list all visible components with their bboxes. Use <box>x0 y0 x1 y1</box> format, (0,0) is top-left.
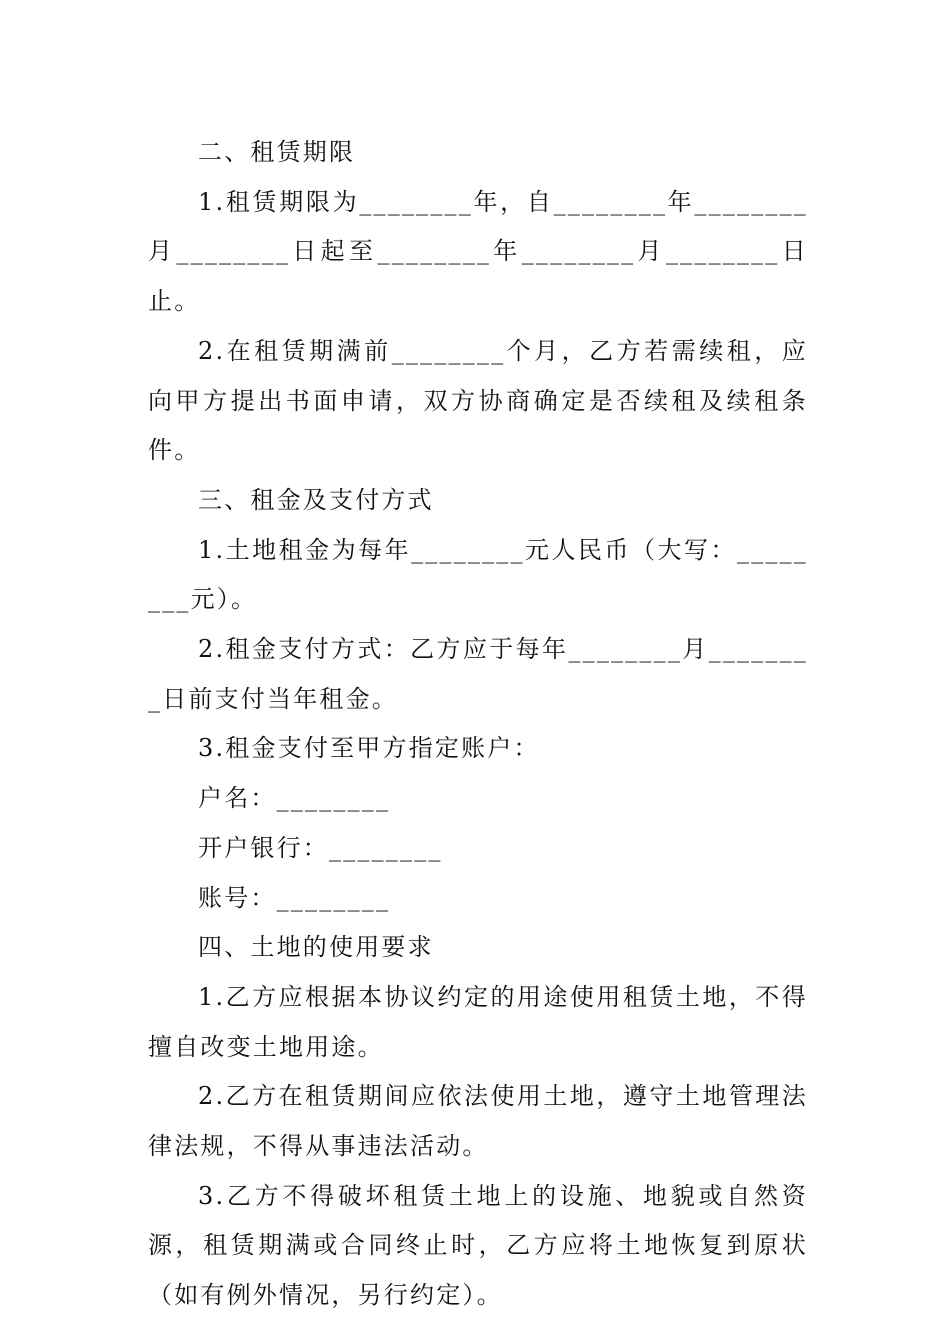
section-heading-rent-payment: 三、租金及支付方式 <box>198 485 434 514</box>
clause-payment-account: 3.租金支付至甲方指定账户： <box>198 734 540 763</box>
clause-restoration: 3.乙方不得破坏租赁土地上的设施、地貌或自然资源，租赁期满或合同终止时，乙方应将土地恢复到原状（如有例外情况，另行约定）。 <box>148 1181 808 1310</box>
clause-renewal: 2.在租赁期满前________个月，乙方若需续租，应向甲方提出书面申请，双方协商确定是否续租及续租条件。 <box>148 336 808 465</box>
clause-land-purpose: 1.乙方应根据本协议约定的用途使用租赁土地，不得擅自改变土地用途。 <box>148 982 808 1061</box>
clause-lease-period: 1.租赁期限为________年，自________年________月________日起至________年________月________日止。 <box>148 187 808 316</box>
contract-body <box>148 128 808 1321</box>
section-heading-lease-term: 二、租赁期限 <box>198 138 356 166</box>
field-bank-name: 开户银行：________ <box>198 833 443 862</box>
field-account-name: 户名：________ <box>198 784 391 813</box>
clause-lawful-use: 2.乙方在租赁期间应依法使用土地，遵守土地管理法律法规，不得从事违法活动。 <box>148 1082 808 1161</box>
clause-rent-amount: 1.土地租金为每年________元人民币（大写：________元）。 <box>148 535 808 614</box>
field-account-number: 账号：________ <box>198 883 391 912</box>
section-heading-land-use: 四、土地的使用要求 <box>198 933 434 962</box>
clause-payment-method: 2.租金支付方式：乙方应于每年________月________日前支付当年租金。 <box>148 635 808 713</box>
